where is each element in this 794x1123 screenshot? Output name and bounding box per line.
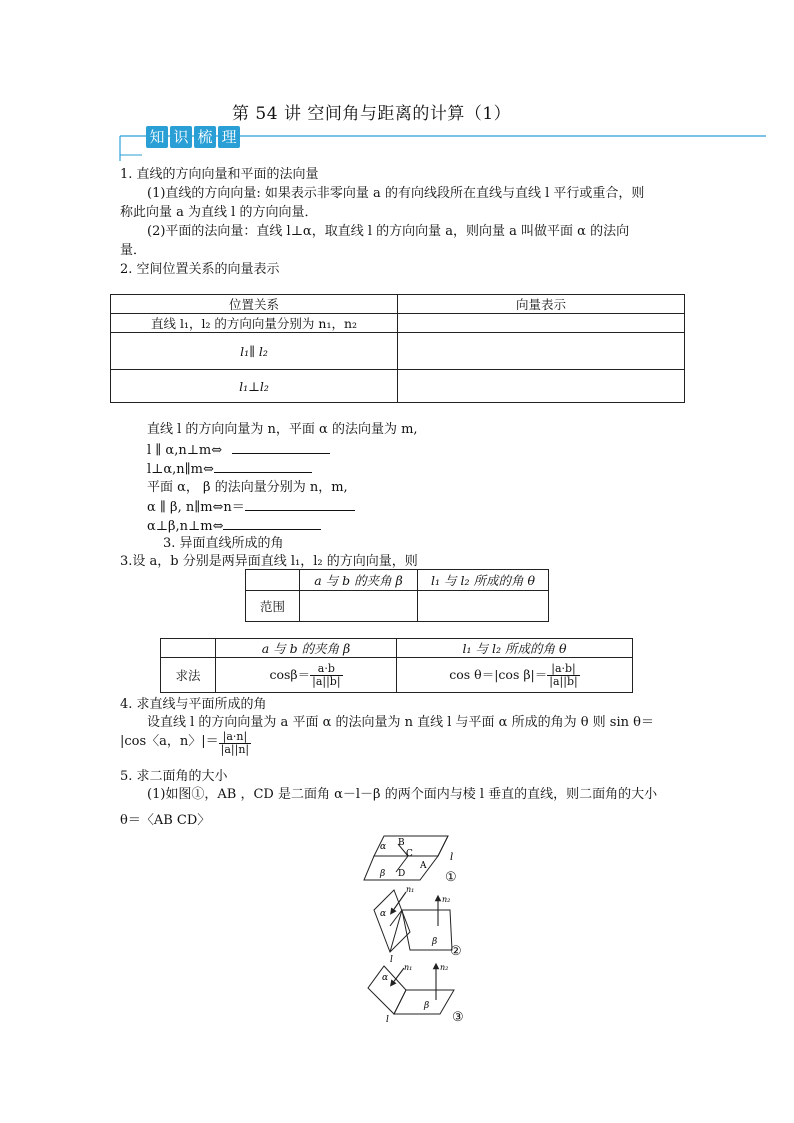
s1-para1b: 称此向量 a 为直线 l 的方向向量． [120, 205, 318, 220]
svg-text:β: β [432, 937, 438, 947]
table3-formula-1 [216, 658, 397, 693]
s2-heading: 2. 空间位置关系的向量表示 [120, 262, 280, 277]
formula-prefix: |cos〈a，n〉|＝ [120, 734, 219, 749]
svg-text:n₁: n₁ [406, 885, 415, 894]
table2-row-label: 范围 [246, 591, 300, 622]
svg-text:l: l [386, 1015, 389, 1024]
blank-field [223, 516, 321, 530]
svg-text:l: l [390, 955, 393, 962]
fraction-numerator: a·b [310, 663, 342, 676]
svg-text:C: C [406, 849, 413, 859]
s3-intro: 3.设 a，b 分别是两异面直线 l₁，l₂ 的方向向量，则 [120, 554, 418, 569]
s1-heading: 1. 直线的方向向量和平面的法向量 [120, 167, 319, 182]
s4-line-2 [120, 731, 251, 756]
relation-text-3: l⊥α,n∥m⇔ [147, 462, 214, 477]
s4-line-1: 设直线 l 的方向向量为 a 平面 α 的法向量为 n 直线 l 与平面 α 所成的角为 θ 则 sin θ＝ [147, 715, 654, 730]
s5-line-1: (1)如图①，AB ，CD 是二面角 α－l－β 的两个面内与棱 l 垂直的直线，则二面角的大小 [147, 787, 658, 802]
section-char: 理 [218, 126, 240, 148]
angle-range-table [245, 569, 549, 622]
table1-row2: l₁∥ l₂ [111, 333, 398, 370]
svg-text:n₁: n₁ [404, 963, 413, 972]
svg-text:B: B [398, 838, 405, 848]
table1-row2-value [398, 333, 685, 370]
table2-col2: l₁ 与 l₂ 所成的角 θ [418, 570, 549, 591]
svg-text:A: A [420, 861, 427, 871]
position-relation-table [110, 294, 685, 403]
s3-heading: 3. 异面直线所成的角 [163, 536, 284, 551]
fraction-denominator: |a||b| [312, 674, 341, 688]
svg-text:D: D [398, 869, 406, 879]
figure-label-2: ② [450, 944, 462, 959]
fraction-numerator: |a·n| [219, 731, 251, 744]
table3-col2: l₁ 与 l₂ 所成的角 θ [397, 639, 633, 658]
table2-cell-2 [418, 591, 549, 622]
relation-line-2 [147, 440, 330, 460]
table2-cell-1 [300, 591, 418, 622]
section-label [146, 126, 242, 148]
section-char: 识 [170, 126, 192, 148]
formula-prefix: cosβ＝ [269, 666, 311, 682]
table1-row3-value [398, 370, 685, 403]
blank-field [214, 459, 312, 473]
dihedral-figure-3 [366, 960, 458, 1024]
table2-col1: a 与 b 的夹角 β [300, 570, 418, 591]
s4-heading: 4. 求直线与平面所成的角 [120, 697, 267, 712]
figure-label-1: ① [445, 870, 457, 885]
table3-formula-2 [397, 658, 633, 693]
table3-col1: a 与 b 的夹角 β [216, 639, 397, 658]
table1-row1: 直线 l₁，l₂ 的方向向量分别为 n₁，n₂ [111, 314, 398, 333]
svg-text:β: β [380, 869, 386, 879]
table2-corner [246, 570, 300, 591]
table3-row-label: 求法 [161, 658, 216, 693]
relation-line-3 [147, 459, 312, 479]
figure-label-3: ③ [452, 1010, 464, 1025]
svg-text:α: α [380, 909, 387, 919]
fraction-numerator: |a·b| [547, 663, 579, 676]
s1-para2a: (2)平面的法向量：直线 l⊥α，取直线 l 的方向向量 a，则向量 a 叫做平面 α 的法向 [147, 224, 630, 239]
s5-heading: 5. 求二面角的大小 [120, 769, 228, 784]
table1-row1-value [398, 314, 685, 333]
s1-para1a: (1)直线的方向向量: 如果表示非零向量 a 的有向线段所在直线与直线 l 平行或重合，则 [147, 186, 645, 201]
angle-method-table [160, 638, 633, 693]
svg-text:n₂: n₂ [442, 895, 451, 904]
table1-header-right: 向量表示 [398, 295, 685, 314]
relation-line-6 [147, 516, 321, 536]
svg-text:n₂: n₂ [440, 963, 449, 972]
dihedral-figure-2 [368, 882, 458, 962]
fraction [547, 663, 579, 688]
relation-text-6: α⊥β,n⊥m⇔ [147, 519, 224, 534]
table3-corner [161, 639, 216, 658]
svg-text:β: β [424, 1001, 430, 1011]
relation-text-2: l ∥ α,n⊥m⇔ [147, 443, 223, 458]
relation-line-1: 直线 l 的方向向量为 n，平面 α 的法向量为 m, [147, 422, 418, 437]
section-char: 梳 [194, 126, 216, 148]
svg-text:l: l [450, 852, 454, 863]
fraction-denominator: |a||b| [549, 674, 578, 688]
fraction [219, 731, 251, 756]
fraction-denominator: |a||n| [220, 743, 250, 756]
relation-line-5 [147, 497, 355, 517]
blank-field [232, 440, 330, 454]
s1-para2b: 量． [120, 243, 147, 258]
fraction [310, 663, 342, 688]
page-title: 第 54 讲 空间角与距离的计算（1） [232, 104, 512, 124]
relation-line-4: 平面 α， β 的法向量分别为 n，m, [147, 480, 348, 495]
table1-row3: l₁⊥l₂ [111, 370, 398, 403]
section-char: 知 [146, 126, 168, 148]
s5-line-2: θ＝〈AB CD〉 [120, 813, 211, 828]
blank-field [245, 497, 355, 511]
svg-text:α: α [382, 973, 389, 983]
relation-text-5: α ∥ β, n∥m⇔n＝ [147, 500, 245, 515]
table1-header-left: 位置关系 [111, 295, 398, 314]
svg-text:α: α [380, 842, 387, 852]
formula-prefix: cos θ＝|cos β|＝ [449, 666, 548, 682]
